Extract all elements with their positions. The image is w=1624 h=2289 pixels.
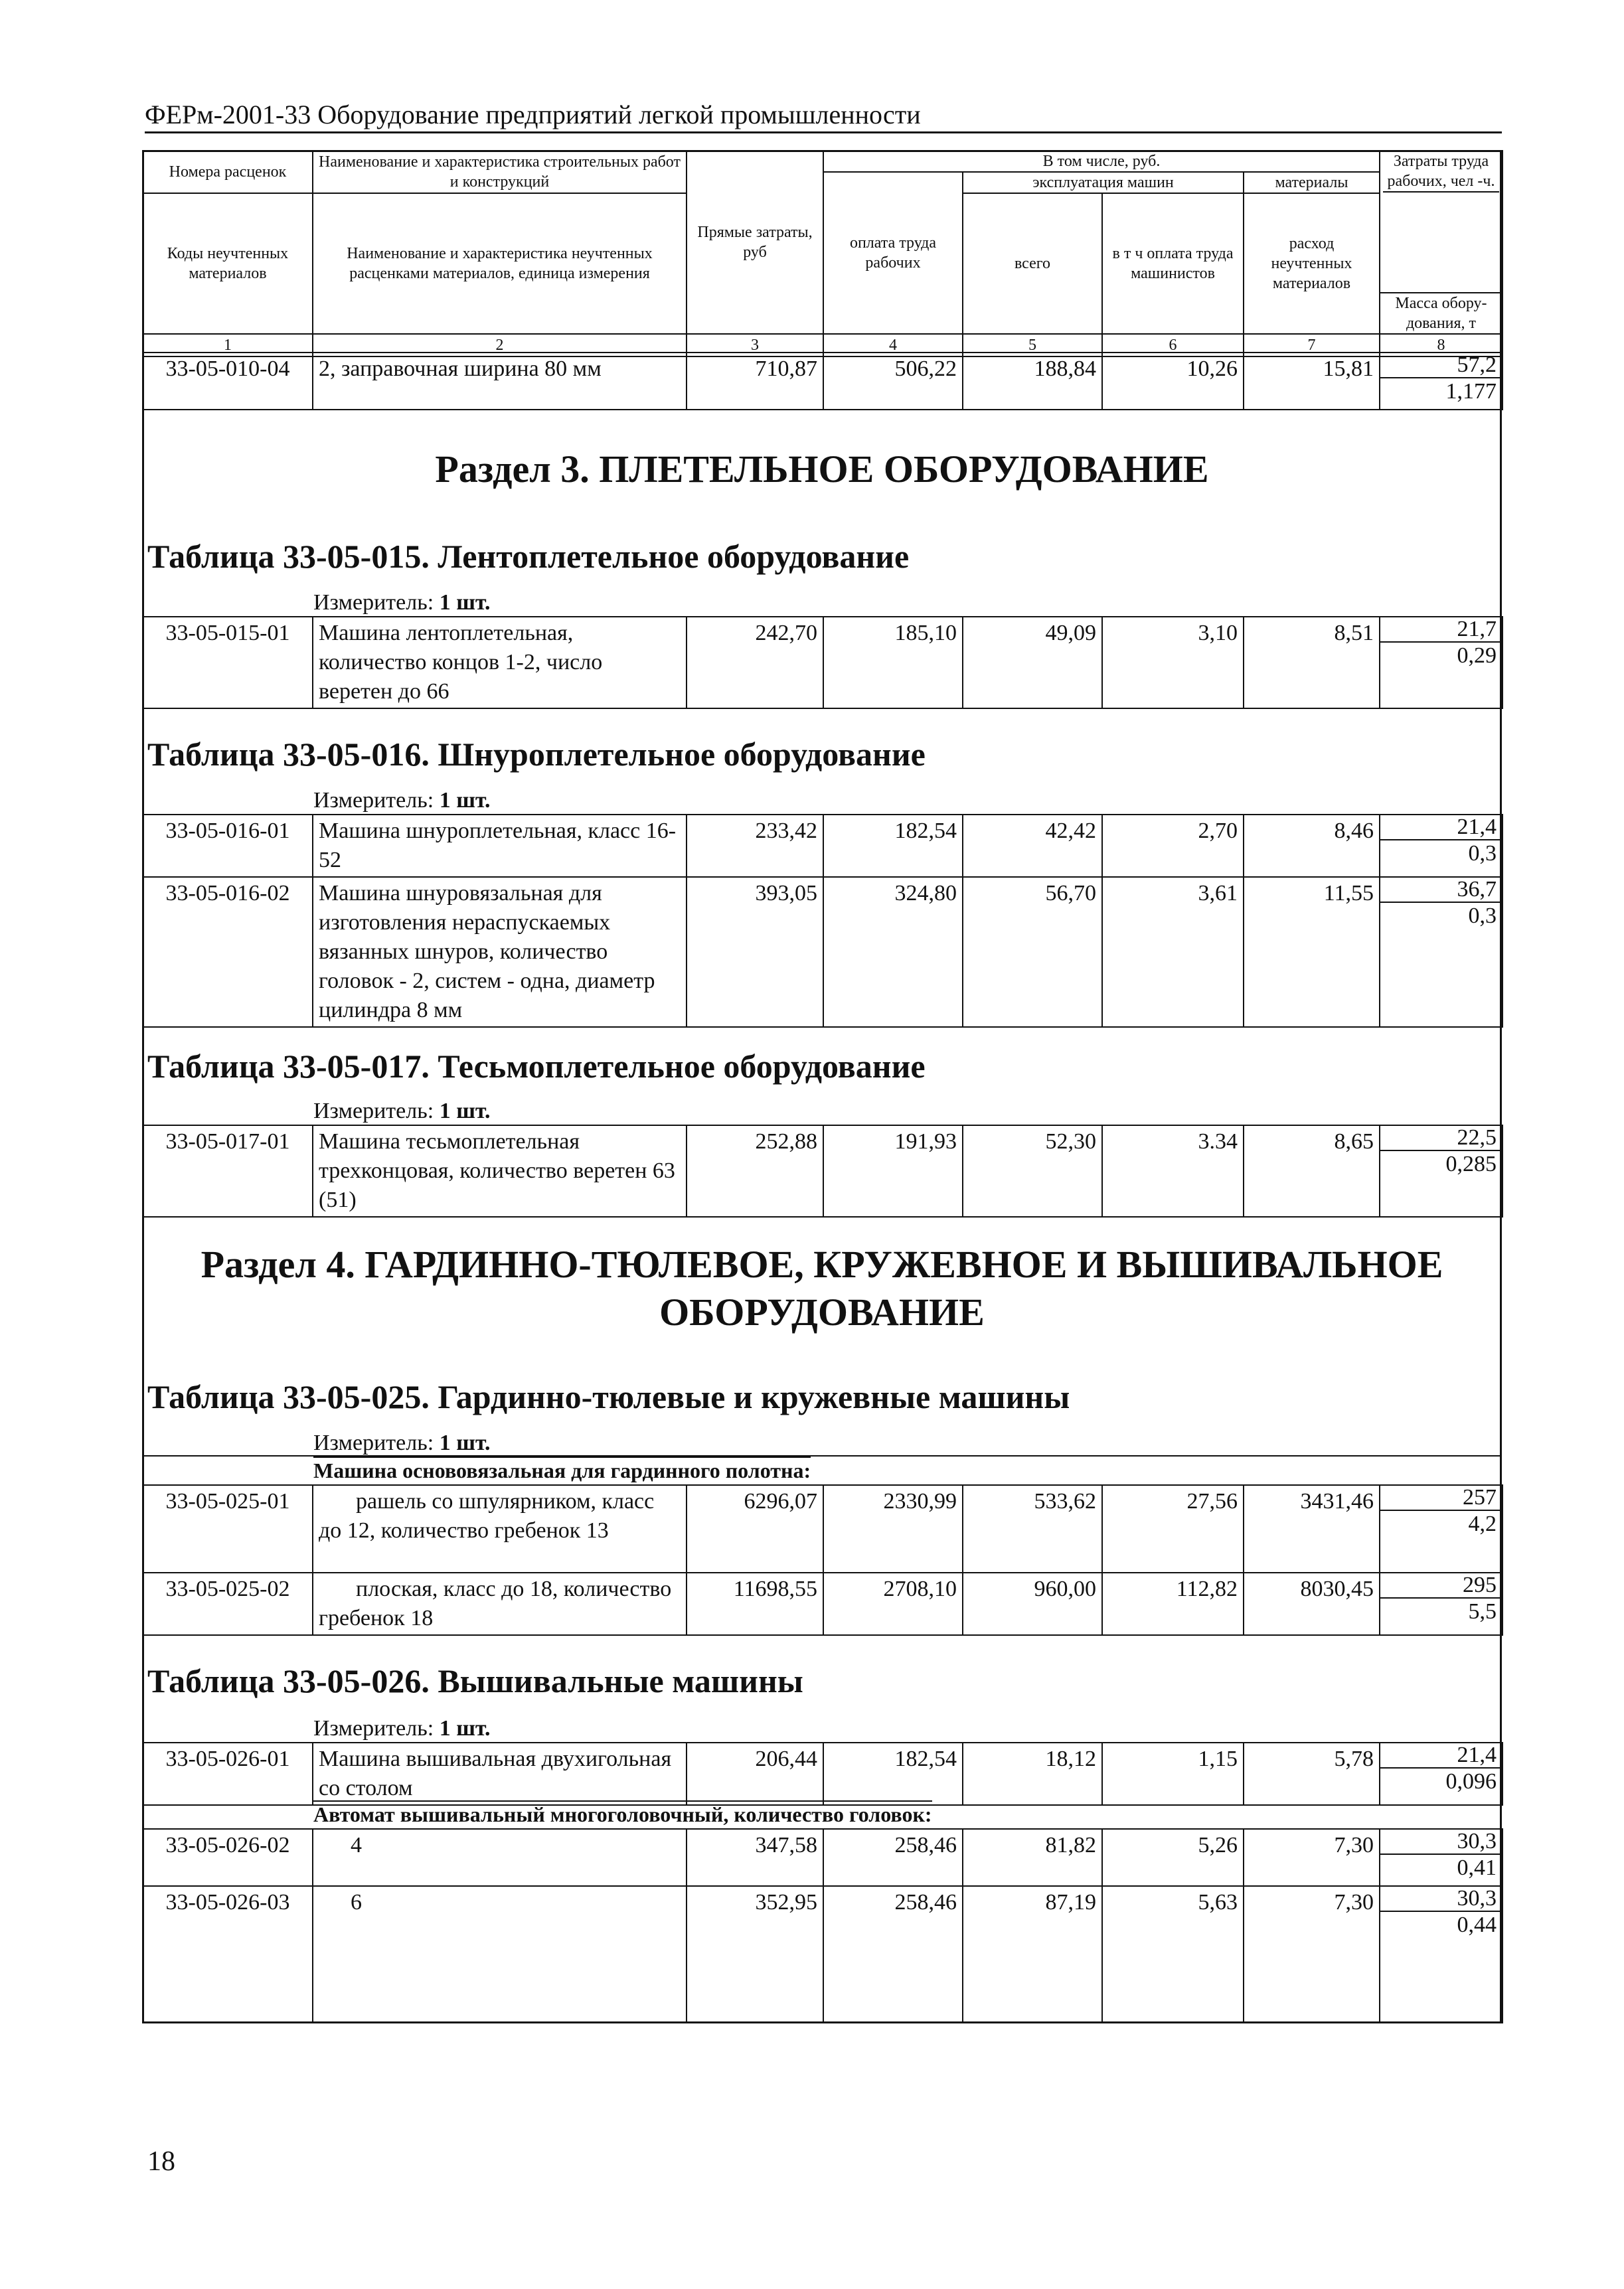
row-labor-hours: 30,3 (1380, 1887, 1502, 1912)
row-machine-cost: 188,84 (963, 353, 1102, 410)
col-number: 1 (143, 334, 313, 356)
row-direct-cost: 11698,55 (687, 1573, 823, 1635)
group-caption: Машина основовязальная для гардинного полотна: (313, 1457, 811, 1483)
table-title: Таблица 33-05-015. Лентоплетельное оборудование (147, 538, 910, 575)
document-header: ФЕРм-2001-33 Оборудование предприятий легкой промышленности (145, 98, 1502, 133)
col-number: 7 (1244, 334, 1380, 356)
row-machinist-cost: 1,15 (1102, 1743, 1244, 1805)
row-mass: 0,29 (1457, 643, 1497, 668)
col1-header-bottom: Коды неучтенных материалов (143, 193, 313, 334)
col2-header-bottom: Наименование и характеристика неучтенных расценками материалов, единица измерения (313, 193, 687, 334)
row-labor-mass (1380, 1573, 1502, 1635)
row-code: 33-05-026-01 (143, 1743, 313, 1805)
col-number: 2 (313, 334, 687, 356)
table-title: Таблица 33-05-025. Гардинно-тюлевые и кружевные машины (147, 1378, 1070, 1415)
row-machine-cost: 18,12 (963, 1743, 1102, 1805)
meter-label: Измеритель: (313, 1099, 434, 1123)
row-labor-mass (1380, 353, 1502, 410)
row-direct-cost: 710,87 (687, 353, 823, 410)
machines-header: эксплуатация машин (963, 172, 1244, 193)
row-machinist-cost: 3,10 (1102, 617, 1244, 708)
row-material-cost: 15,81 (1244, 353, 1380, 410)
row-machinist-cost: 112,82 (1102, 1573, 1244, 1635)
row-machinist-cost: 3,61 (1102, 877, 1244, 1027)
row-labor-cost: 185,10 (823, 617, 963, 708)
row-labor-mass (1380, 1125, 1502, 1217)
col2-header-top: Наименование и характеристика строительных работ и конструкций (313, 151, 687, 193)
table-row (142, 1742, 1503, 1806)
row-direct-cost: 352,95 (687, 1886, 823, 2023)
col-number: 6 (1102, 334, 1244, 356)
col5-header: всего (963, 193, 1102, 334)
meter-line (313, 590, 491, 616)
col1-header-top: Номера расценок (143, 151, 313, 193)
row-labor-mass (1380, 617, 1502, 708)
row-labor-mass (1380, 1743, 1502, 1805)
row-material-cost: 7,30 (1244, 1886, 1380, 2023)
row-labor-hours: 22,5 (1380, 1126, 1502, 1151)
row-labor-hours: 57,2 (1380, 353, 1502, 378)
row-material-cost: 8030,45 (1244, 1573, 1380, 1635)
table-title: Таблица 33-05-016. Шнуроплетельное оборудование (147, 736, 926, 773)
col-number: 5 (963, 334, 1102, 356)
meter-line (313, 1430, 491, 1457)
col8-header (1380, 151, 1502, 293)
row-code: 33-05-016-01 (143, 815, 313, 877)
row-material-cost: 8,46 (1244, 815, 1380, 877)
row-labor-hours: 30,3 (1380, 1830, 1502, 1855)
row-name: рашель со шпулярником, класс до 12, количество гребенок 13 (313, 1485, 687, 1573)
row-machine-cost: 960,00 (963, 1573, 1102, 1635)
row-labor-cost: 191,93 (823, 1125, 963, 1217)
row-name: 4 (313, 1829, 687, 1886)
row-mass: 0,285 (1445, 1152, 1497, 1176)
col-number: 4 (823, 334, 963, 356)
row-name: 2, заправочная ширина 80 мм (313, 353, 687, 410)
row-direct-cost: 206,44 (687, 1743, 823, 1805)
row-code: 33-05-010-04 (143, 353, 313, 410)
row-machinist-cost: 2,70 (1102, 815, 1244, 877)
meter-label: Измеритель: (313, 788, 434, 813)
row-mass: 0,096 (1445, 1769, 1497, 1794)
col3-header: Прямые затраты, руб (687, 151, 823, 334)
row-name: Машина шнуровязальная для изготовления нераспускаемых вязанных шнуров, количество головок - 2, систем - одна, диаметр цилиндра 8 мм (313, 877, 687, 1027)
in-total-header: В том числе, руб. (823, 151, 1380, 172)
row-direct-cost: 233,42 (687, 815, 823, 877)
row-machinist-cost: 10,26 (1102, 353, 1244, 410)
meter-line (313, 1715, 491, 1742)
meter-label: Измеритель: (313, 1716, 434, 1741)
row-direct-cost: 242,70 (687, 617, 823, 708)
row-name: Машина вышивальная двухигольная со столом (313, 1743, 687, 1805)
row-code: 33-05-017-01 (143, 1125, 313, 1217)
row-code: 33-05-026-02 (143, 1829, 313, 1886)
meter-label: Измеритель: (313, 1431, 434, 1455)
row-mass: 0,41 (1457, 1855, 1497, 1880)
row-material-cost: 7,30 (1244, 1829, 1380, 1886)
row-labor-mass (1380, 877, 1502, 1027)
row-labor-cost: 258,46 (823, 1829, 963, 1886)
row-mass: 5,5 (1468, 1599, 1497, 1624)
col8-header-top: Затраты труда рабочих, чел -ч. (1383, 151, 1499, 193)
row-machinist-cost: 5,26 (1102, 1829, 1244, 1886)
row-code: 33-05-026-03 (143, 1886, 313, 2023)
row-code: 33-05-015-01 (143, 617, 313, 708)
row-labor-cost: 182,54 (823, 815, 963, 877)
row-labor-cost: 182,54 (823, 1743, 963, 1805)
row-direct-cost: 393,05 (687, 877, 823, 1027)
row-labor-hours: 21,4 (1380, 815, 1502, 840)
section-title: Раздел 4. ГАРДИННО-ТЮЛЕВОЕ, КРУЖЕВНОЕ И ВЫШИВАЛЬНОЕ (201, 1243, 1443, 1286)
meter-label: Измеритель: (313, 590, 434, 615)
col8-header-bottom: Масса обору-дования, т (1380, 293, 1502, 334)
row-labor-hours: 36,7 (1380, 878, 1502, 903)
row-labor-cost: 324,80 (823, 877, 963, 1027)
row-machine-cost: 49,09 (963, 617, 1102, 708)
table-row-group (142, 814, 1503, 1028)
row-mass: 0,3 (1468, 841, 1497, 866)
row-machinist-cost: 27,56 (1102, 1485, 1244, 1573)
row-labor-mass (1380, 815, 1502, 877)
row-material-cost: 3431,46 (1244, 1485, 1380, 1573)
column-header (142, 150, 1503, 357)
row-labor-cost: 2330,99 (823, 1485, 963, 1573)
col-number: 8 (1380, 334, 1502, 356)
row-machinist-cost: 5,63 (1102, 1886, 1244, 2023)
row-labor-cost: 2708,10 (823, 1573, 963, 1635)
row-mass: 4,2 (1468, 1512, 1497, 1536)
row-mass: 0,44 (1457, 1913, 1497, 1937)
row-code: 33-05-025-01 (143, 1485, 313, 1573)
row-material-cost: 8,51 (1244, 617, 1380, 708)
meter-line (313, 1098, 491, 1125)
table-title: Таблица 33-05-026. Вышивальные машины (147, 1662, 803, 1699)
table-row-group (142, 1828, 1503, 2023)
row-mass: 0,3 (1468, 904, 1497, 928)
row-labor-cost: 506,22 (823, 353, 963, 410)
table-row-group (142, 1484, 1503, 1636)
row-direct-cost: 347,58 (687, 1829, 823, 1886)
row-labor-hours: 257 (1380, 1486, 1502, 1511)
row-machine-cost: 87,19 (963, 1886, 1102, 2023)
row-labor-hours: 295 (1380, 1573, 1502, 1599)
table-row (142, 616, 1503, 709)
row-name: плоская, класс до 18, количество гребенок 18 (313, 1573, 687, 1635)
row-code: 33-05-016-02 (143, 877, 313, 1027)
group-caption: Автомат вышивальный многоголовочный, количество головок: (313, 1800, 932, 1827)
row-name: Машина тесьмоплетельная трехконцовая, количество веретен 63 (51) (313, 1125, 687, 1217)
row-labor-mass (1380, 1485, 1502, 1573)
page-number: 18 (147, 2146, 175, 2177)
row-labor-mass (1380, 1886, 1502, 2023)
row-direct-cost: 252,88 (687, 1125, 823, 1217)
row-material-cost: 8,65 (1244, 1125, 1380, 1217)
section-title: Раздел 3. ПЛЕТЕЛЬНОЕ ОБОРУДОВАНИЕ (435, 447, 1209, 491)
row-labor-hours: 21,7 (1380, 617, 1502, 643)
meter-value: 1 шт. (439, 788, 491, 813)
row-material-cost: 11,55 (1244, 877, 1380, 1027)
table-row (142, 1125, 1503, 1218)
meter-value: 1 шт. (439, 590, 491, 615)
row-machine-cost: 52,30 (963, 1125, 1102, 1217)
meter-value: 1 шт. (439, 1431, 491, 1455)
row-labor-mass (1380, 1829, 1502, 1886)
row-machine-cost: 81,82 (963, 1829, 1102, 1886)
row-machine-cost: 42,42 (963, 815, 1102, 877)
section-title-continued: ОБОРУДОВАНИЕ (659, 1291, 985, 1334)
row-machine-cost: 533,62 (963, 1485, 1102, 1573)
meter-line (313, 787, 491, 814)
row-name: 6 (313, 1886, 687, 2023)
row-direct-cost: 6296,07 (687, 1485, 823, 1573)
meter-value: 1 шт. (439, 1099, 491, 1123)
col6-header: в т ч оплата труда машинистов (1102, 193, 1244, 334)
table-row (142, 352, 1503, 410)
table-title: Таблица 33-05-017. Тесьмоплетельное оборудование (147, 1048, 926, 1085)
row-labor-hours: 21,4 (1380, 1743, 1502, 1769)
row-name: Машина шнуроплетельная, класс 16-52 (313, 815, 687, 877)
row-code: 33-05-025-02 (143, 1573, 313, 1635)
meter-value: 1 шт. (439, 1716, 491, 1741)
col4-header: оплата труда рабочих (823, 172, 963, 334)
col7-header: расход неучтенных материалов (1244, 193, 1380, 334)
row-machine-cost: 56,70 (963, 877, 1102, 1027)
materials-header: материалы (1244, 172, 1380, 193)
row-name: Машина лентоплетельная, количество концов 1-2, число веретен до 66 (313, 617, 687, 708)
row-mass: 1,177 (1445, 379, 1497, 404)
col-number: 3 (687, 334, 823, 356)
row-machinist-cost: 3.34 (1102, 1125, 1244, 1217)
row-labor-cost: 258,46 (823, 1886, 963, 2023)
row-material-cost: 5,78 (1244, 1743, 1380, 1805)
